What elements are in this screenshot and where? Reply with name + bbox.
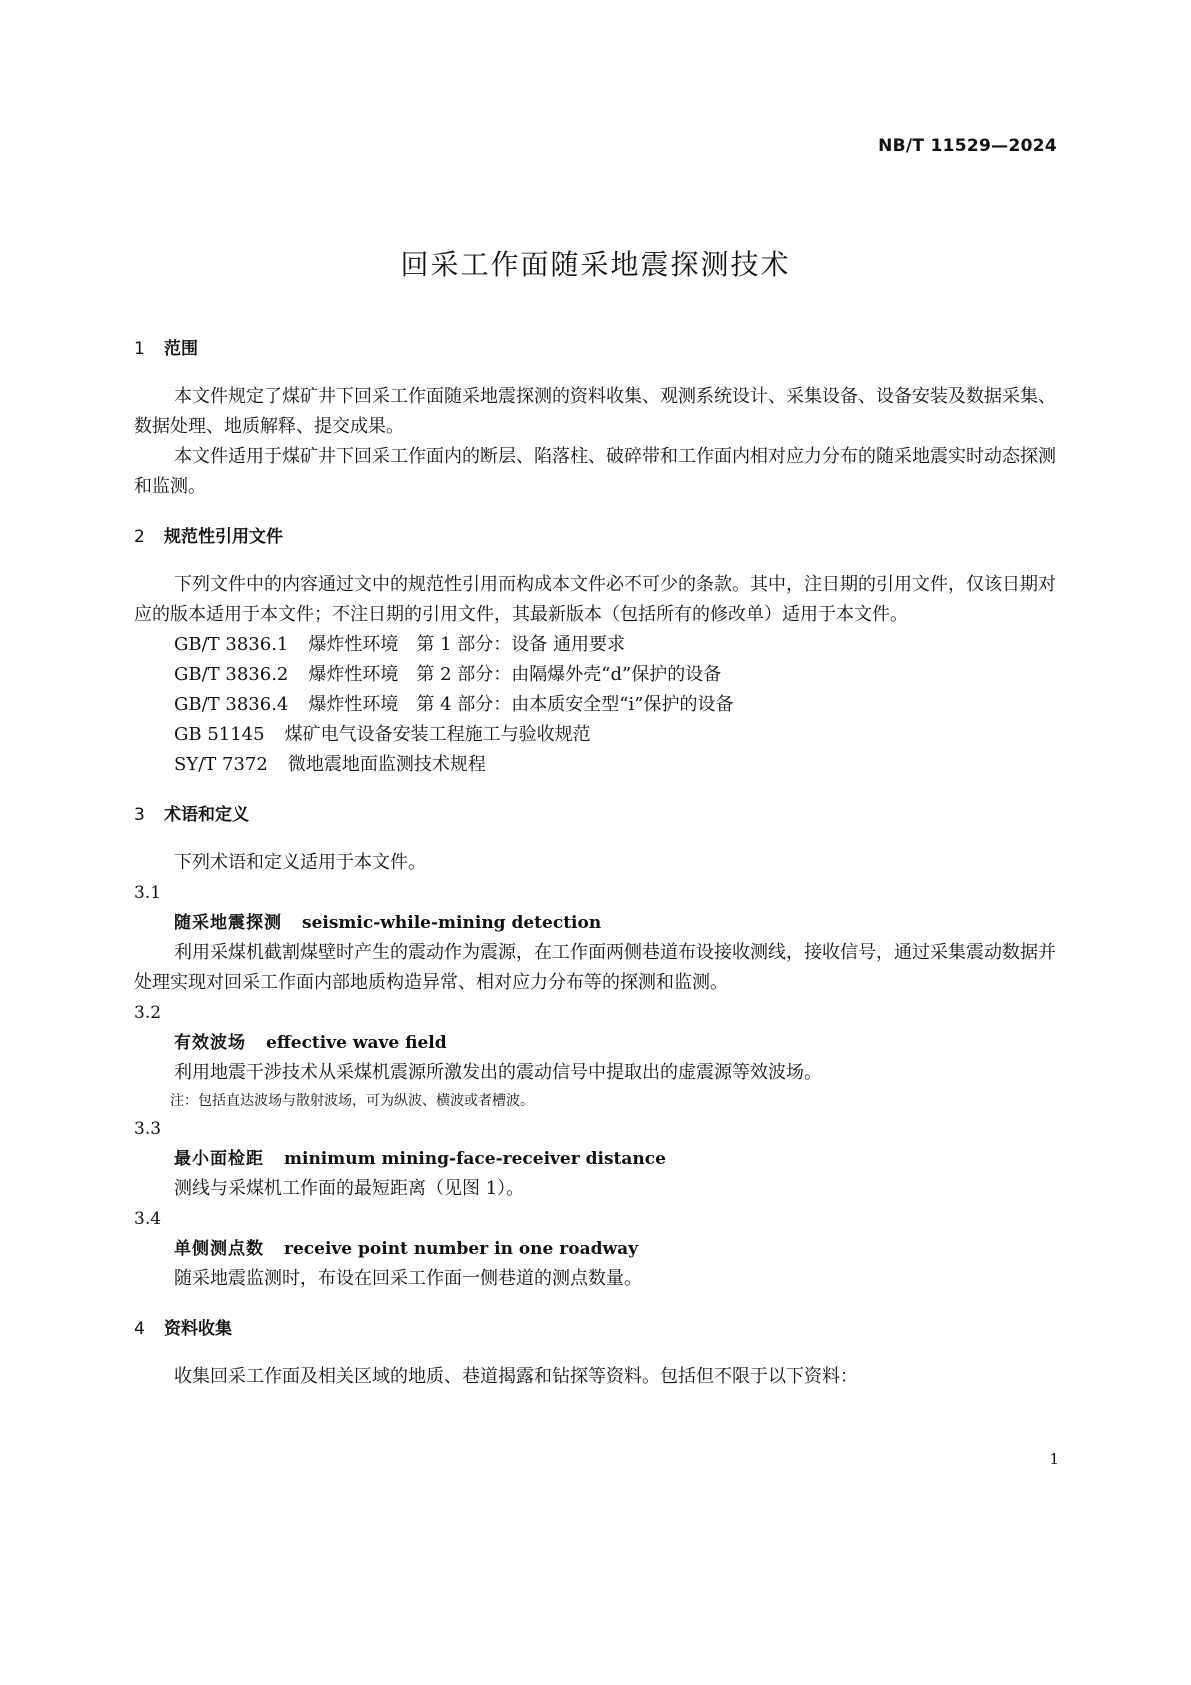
reference-item xyxy=(134,720,1056,750)
term-number: 3.3 xyxy=(134,1119,162,1139)
reference-name: 爆炸性环境 第 2 部分：由隔爆外壳“d”保护的设备 xyxy=(308,664,722,685)
reference-code: GB/T 3836.4 xyxy=(174,694,289,715)
page-number: 1 xyxy=(1049,1450,1059,1468)
section-number: 1 xyxy=(134,339,145,359)
standard-code: NB/T 11529—2024 xyxy=(878,136,1057,156)
term-number: 3.2 xyxy=(134,1003,162,1023)
term-definition: 测线与采煤机工作面的最短距离（见图 1）。 xyxy=(174,1178,525,1199)
section-title: 术语和定义 xyxy=(164,805,249,825)
reference-name: 爆炸性环境 第 4 部分：由本质安全型“i”保护的设备 xyxy=(308,694,734,715)
reference-item xyxy=(134,750,1056,780)
term-english: seismic-while-mining detection xyxy=(302,913,602,933)
section-number: 2 xyxy=(134,527,145,547)
term-number: 3.4 xyxy=(134,1209,162,1229)
document-title: 回采工作面随采地震探测技术 xyxy=(400,248,791,281)
section-1-paragraph-2: 本文件适用于煤矿井下回采工作面内的断层、陷落柱、破碎带和工作面内相对应力分布的随采地震实时动态探测和监测。 xyxy=(134,446,1056,497)
reference-item xyxy=(134,630,1056,660)
term-heading xyxy=(134,1234,1056,1264)
term-heading xyxy=(134,1144,1056,1174)
section-4-heading xyxy=(134,1314,1056,1344)
term-chinese: 随采地震探测 xyxy=(174,913,282,933)
reference-item xyxy=(134,690,1056,720)
term-english: effective wave field xyxy=(266,1033,447,1053)
reference-code: SY/T 7372 xyxy=(174,754,268,775)
term-note: 注：包括直达波场与散射波场，可为纵波、横波或者槽波。 xyxy=(170,1093,534,1109)
term-number: 3.1 xyxy=(134,883,162,903)
term-heading xyxy=(134,908,1056,938)
section-2-intro: 下列文件中的内容通过文中的规范性引用而构成本文件必不可少的条款。其中，注日期的引用文件，仅该日期对应的版本适用于本文件；不注日期的引用文件，其最新版本（包括所有的修改单）适用于本文件。 xyxy=(134,574,1056,625)
section-4-intro: 收集回采工作面及相关区域的地质、巷道揭露和钻探等资料。包括但不限于以下资料： xyxy=(174,1366,858,1387)
section-3-heading xyxy=(134,800,1056,830)
section-title: 范围 xyxy=(164,339,198,359)
term-chinese: 单侧测点数 xyxy=(174,1239,264,1259)
term-definition: 利用地震干涉技术从采煤机震源所激发出的震动信号中提取出的虚震源等效波场。 xyxy=(174,1062,822,1083)
reference-code: GB/T 3836.1 xyxy=(174,634,289,655)
reference-name: 微地震地面监测技术规程 xyxy=(287,754,486,775)
section-number: 3 xyxy=(134,805,145,825)
section-3-intro: 下列术语和定义适用于本文件。 xyxy=(174,852,426,873)
section-1-paragraph-1: 本文件规定了煤矿井下回采工作面随采地震探测的资料收集、观测系统设计、采集设备、设备安装及数据采集、数据处理、地质解释、提交成果。 xyxy=(134,386,1056,437)
term-chinese: 最小面检距 xyxy=(174,1149,264,1169)
reference-name: 爆炸性环境 第 1 部分：设备 通用要求 xyxy=(308,634,626,655)
reference-name: 煤矿电气设备安装工程施工与验收规范 xyxy=(284,724,591,745)
reference-code: GB 51145 xyxy=(174,724,265,745)
reference-item xyxy=(134,660,1056,690)
document-body xyxy=(134,334,1056,1392)
term-heading xyxy=(134,1028,1056,1058)
section-2-heading xyxy=(134,522,1056,552)
reference-code: GB/T 3836.2 xyxy=(174,664,289,685)
term-definition: 利用采煤机截割煤壁时产生的震动作为震源，在工作面两侧巷道布设接收测线，接收信号，通过采集震动数据并处理实现对回采工作面内部地质构造异常、相对应力分布等的探测和监测。 xyxy=(134,942,1056,993)
term-chinese: 有效波场 xyxy=(174,1033,246,1053)
section-title: 资料收集 xyxy=(164,1319,232,1339)
section-1-heading xyxy=(134,334,1056,364)
section-title: 规范性引用文件 xyxy=(164,527,283,547)
term-definition: 随采地震监测时，布设在回采工作面一侧巷道的测点数量。 xyxy=(174,1268,642,1289)
section-number: 4 xyxy=(134,1319,145,1339)
term-english: minimum mining-face-receiver distance xyxy=(284,1149,666,1169)
term-english: receive point number in one roadway xyxy=(284,1239,639,1259)
